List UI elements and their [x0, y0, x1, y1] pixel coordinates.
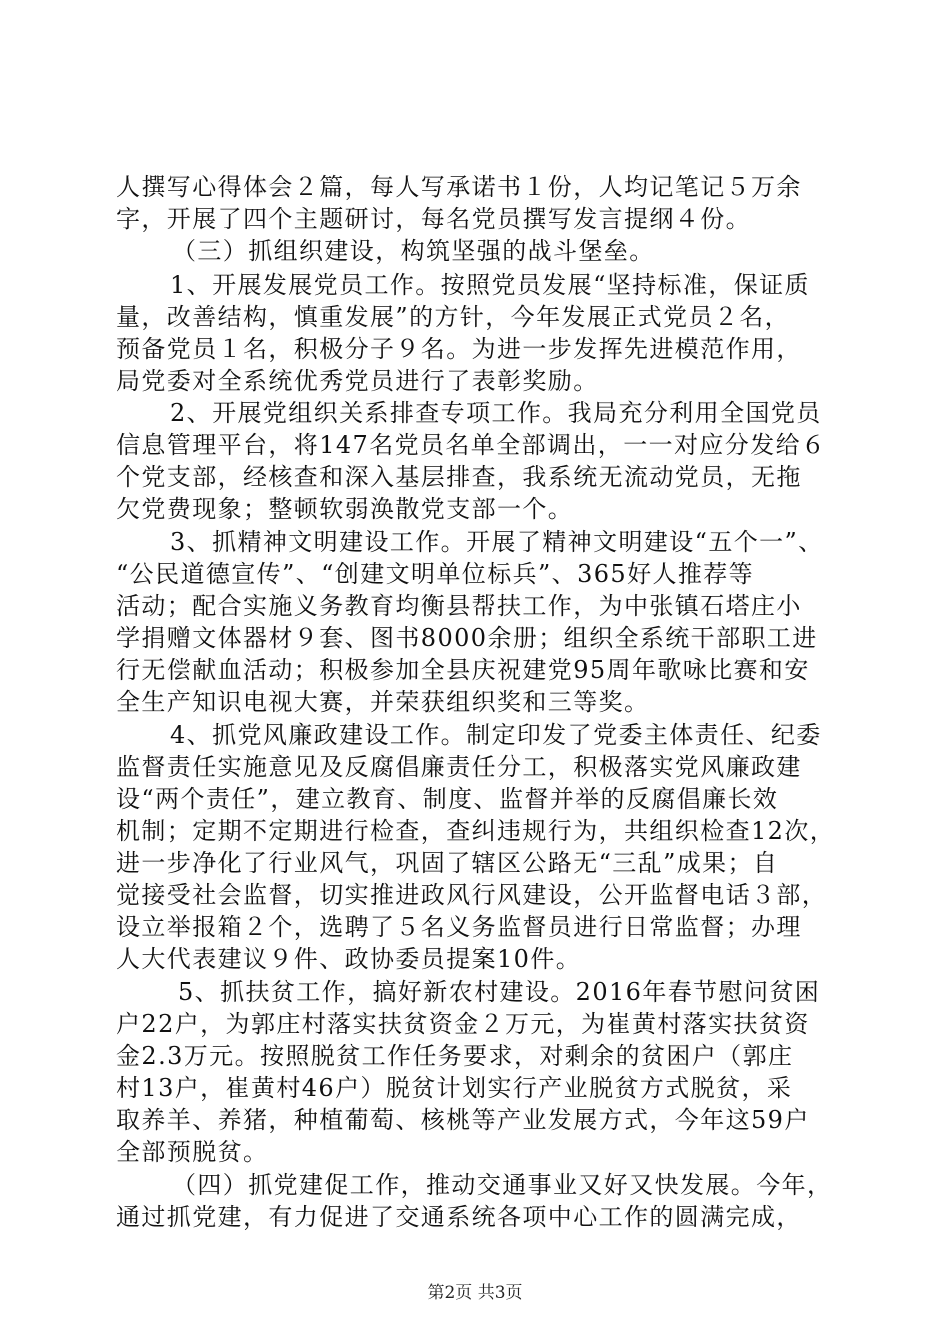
text-line: 通过抓党建，有力促进了交通系统各项中心工作的圆满完成，	[116, 1203, 802, 1231]
text-line: 监督责任实施意见及反腐倡廉责任分工，积极落实党风廉政建	[116, 753, 802, 781]
text-line: 人大代表建议９件、政协委员提案10件。	[116, 945, 582, 973]
text-line: 全部预脱贫。	[116, 1138, 269, 1166]
text-line: 取养羊、养猪，种植葡萄、核桃等产业发展方式，今年这59户	[116, 1106, 810, 1134]
text-line: 村13户，崔黄村46户）脱贫计划实行产业脱贫方式脱贫，采	[116, 1074, 793, 1102]
text-line: 字，开展了四个主题研讨，每名党员撰写发言提纲４份。	[116, 205, 751, 233]
text-line: “公民道德宣传”、“创建文明单位标兵”、365好人推荐等	[116, 560, 755, 588]
text-line: 学捐赠文体器材９套、图书8000余册；组织全系统干部职工进	[116, 624, 818, 652]
text-line: 觉接受社会监督，切实推进政风行风建设，公开监督电话３部，	[116, 881, 828, 909]
text-line: 进一步净化了行业风气，巩固了辖区公路无“三乱”成果；自	[116, 849, 779, 877]
section-heading: （三）抓组织建设，构筑坚强的战斗堡垒。	[172, 237, 655, 265]
text-line: 信息管理平台，将147名党员名单全部调出，一一对应分发给６	[116, 431, 827, 459]
text-line: 机制；定期不定期进行检查，查纠违规行为，共组织检查12次，	[116, 817, 836, 845]
text-line: 4、抓党风廉政建设工作。制定印发了党委主体责任、纪委	[170, 721, 822, 749]
text-line: 2、开展党组织关系排查专项工作。我局充分利用全国党员	[170, 399, 822, 427]
text-line: 人撰写心得体会２篇，每人写承诺书１份，人均记笔记５万余	[116, 173, 802, 201]
text-line: 预备党员１名，积极分子９名。为进一步发挥先进模范作用，	[116, 335, 802, 363]
text-line: 欠党费现象；整顿软弱涣散党支部一个。	[116, 495, 574, 523]
section-heading: （四）抓党建促工作，推动交通事业又好又快发展。今年，	[172, 1171, 833, 1199]
text-line: 活动；配合实施义务教育均衡县帮扶工作，为中张镇石塔庄小	[116, 592, 802, 620]
text-line: 3、抓精神文明建设工作。开展了精神文明建设“五个一”、	[170, 528, 824, 556]
text-line: 量，改善结构，慎重发展”的方针，今年发展正式党员２名，	[116, 303, 791, 331]
text-line: 行无偿献血活动；积极参加全县庆祝建党95周年歌咏比赛和安	[116, 656, 810, 684]
text-line: 局党委对全系统优秀党员进行了表彰奖励。	[116, 367, 599, 395]
text-line: 全生产知识电视大赛，并荣获组织奖和三等奖。	[116, 688, 650, 716]
text-line: 设立举报箱２个，选聘了５名义务监督员进行日常监督；办理	[116, 913, 802, 941]
text-line: 5、抓扶贫工作，搞好新农村建设。2016年春节慰问贫困	[178, 978, 821, 1006]
text-line: 1、开展发展党员工作。按照党员发展“坚持标准，保证质	[170, 271, 810, 299]
text-line: 金2.3万元。按照脱贫工作任务要求，对剩余的贫困户（郭庄	[116, 1042, 794, 1070]
page-number-footer: 第2页 共3页	[427, 1283, 523, 1303]
text-line: 设“两个责任”，建立教育、制度、监督并举的反腐倡廉长效	[116, 785, 779, 813]
text-line: 个党支部，经核查和深入基层排查，我系统无流动党员，无拖	[116, 463, 802, 491]
text-line: 户22户，为郭庄村落实扶贫资金２万元，为崔黄村落实扶贫资	[116, 1010, 810, 1038]
